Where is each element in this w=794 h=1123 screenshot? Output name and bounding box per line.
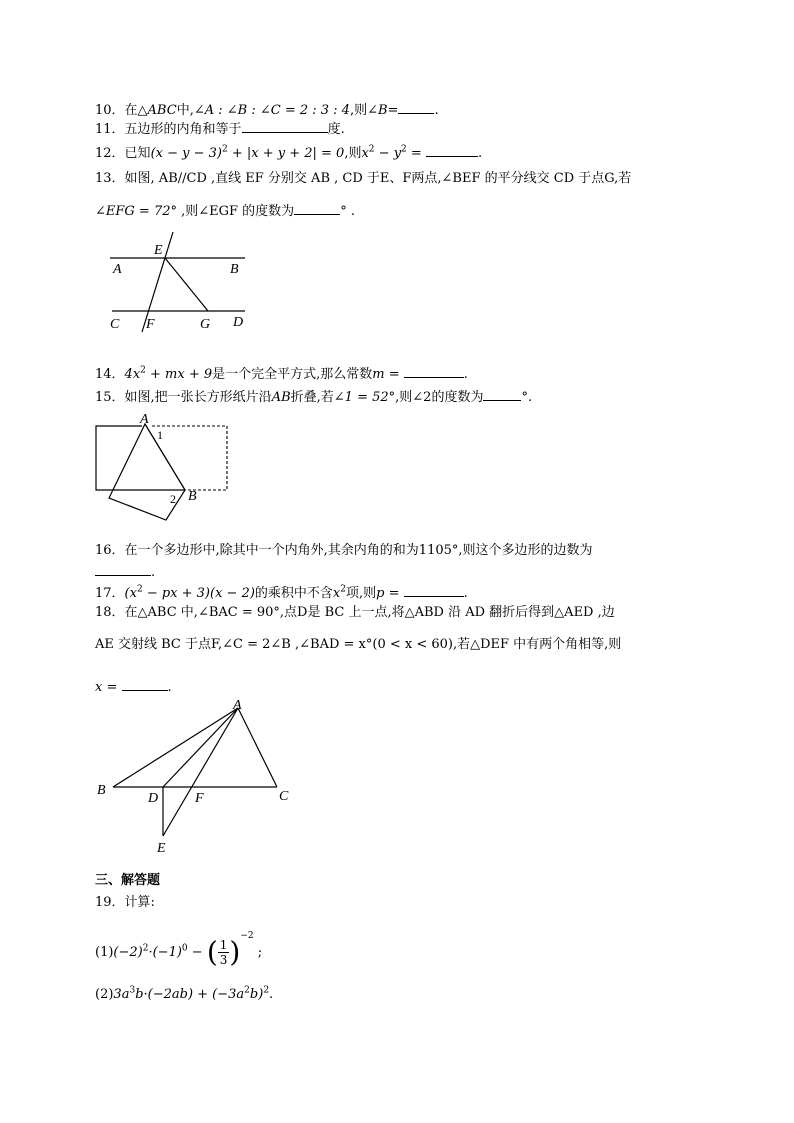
question-13-line2 [95,200,355,221]
figure-q13-parallel-lines [100,228,260,338]
q12-text: 已知 [124,146,151,161]
q17-text: 的乘积中不含 [254,586,333,601]
q16-text: 在一个多边形中,除其中一个内角外,其余内角的和为1105°,则这个多边形的边数为 [124,543,593,558]
section-heading: 三、解答题 [95,873,161,888]
q19-text: 计算: [124,895,155,910]
question-10 [95,99,439,120]
q14-exp: 2 [140,365,146,376]
answer-blank[interactable] [483,386,521,401]
answer-blank[interactable] [404,582,464,597]
question-number: 19． [95,895,125,910]
q12-eq: = [406,146,426,161]
q12-expr4: − y [374,146,402,161]
q18-x: x = [95,680,122,695]
q11-text: 五边形的内角和等于 [124,122,242,137]
figure-q15-folded-paper [90,410,235,528]
q10-eq: = [387,103,399,118]
q14-end: . [463,367,468,382]
q12-expr1: (x − y − 3) [150,146,222,161]
figure-q18-triangle [95,696,295,858]
q12-expr2: + |x + y + 2| = 0 [227,146,345,161]
q11-text-b: 度. [327,122,345,137]
denominator: 3 [219,953,228,967]
label-f: F [146,317,155,332]
answer-blank[interactable] [242,118,328,133]
q14-text: 是一个完全平方式,那么常数 [212,367,373,382]
q10-angle-b: B [377,103,388,118]
q13-angle: ∠EFG = 72° [95,204,177,219]
q10-text-c: ,则∠ [349,103,378,118]
label-b: B [188,489,197,504]
label-angle-1: 1 [157,428,163,442]
q13-text-b: ,则∠EGF 的度数为 [177,204,295,219]
question-19-part2 [95,986,273,1004]
q10-ratio: A : ∠B : ∠C = 2 : 3 : 4 [204,103,350,118]
label-c: C [110,317,120,332]
label-b: B [230,262,239,277]
q13-line1: 如图, AB//CD ,直线 EF 分别交 AB , CD 于E、F两点,∠BEF 的平分线交 CD 于点G,若 [124,171,632,186]
q17-expr2: − px + 3)(x − 2) [142,586,255,601]
label-b: B [97,783,106,798]
q14-m: m [372,367,385,382]
question-18-line3 [95,676,172,697]
q12-end: . [477,146,483,161]
q10-triangle: ABC [147,103,177,118]
q19-p2-exp: 3 [129,985,136,996]
label-a: A [233,698,242,713]
q12-exp3: 2 [401,144,407,155]
q19-p1-exp3: −2 [240,931,254,941]
answer-blank[interactable] [426,142,478,157]
answer-blank[interactable] [122,676,168,691]
q16-end: . [151,565,156,580]
question-13 [95,170,631,188]
question-number: 10． [95,103,125,118]
question-number: 18． [95,605,125,620]
question-number: 14． [95,367,125,382]
q19-p1-end: ; [253,945,263,960]
question-15 [95,386,532,407]
answer-blank[interactable] [404,363,464,378]
q19-p1-c: − [187,945,207,960]
q19-p2-a: 3a [113,987,130,1002]
label-a: A [140,412,149,427]
q14-expr: 4x [124,367,141,382]
q12-exp2: 2 [368,144,375,155]
q15-text-b: 折叠,若 [290,390,334,405]
q19-p1-exp2: 0 [181,943,188,954]
label-g: G [200,317,211,332]
right-paren: ) [229,935,241,969]
part-label: (2) [95,987,114,1002]
q19-p1-exp: 2 [142,943,149,954]
q15-angle: ∠1 = 52° [333,390,396,405]
label-d: D [148,791,159,806]
q19-p2-end: . [269,987,274,1002]
q17-x: x [332,586,341,601]
q14-eq: = [384,367,404,382]
q17-exp2: 2 [340,584,346,595]
label-e: E [154,243,163,258]
q10-text: 在△ [124,103,148,118]
answer-blank[interactable] [398,99,434,114]
q18-line2: AE 交射线 BC 于点F,∠C = 2∠B ,∠BAD = x°(0 < x < 60),若△DEF 中有两个角相等,则 [95,637,622,652]
question-number: 15． [95,390,125,405]
answer-blank[interactable] [95,561,151,576]
question-18-line2 [95,636,621,654]
q12-expr3: x [361,146,369,161]
label-angle-2: 2 [170,492,176,506]
q17-eq: = [384,586,404,601]
label-e: E [157,841,166,856]
q13-end: ° . [340,204,355,219]
left-paren: ( [206,935,218,969]
q10-text-b: 中,∠ [176,103,205,118]
question-16-answer [95,561,155,582]
q12-text-b: ,则 [344,146,362,161]
q17-end: . [463,586,468,601]
q18-end: . [167,680,172,695]
label-d: D [233,315,244,330]
q17-exp: 2 [136,584,143,595]
q19-p2-exp2: 2 [244,985,250,996]
q15-ab: AB [271,390,291,405]
label-c: C [279,789,289,804]
q19-p2-c: b) [249,987,264,1002]
question-12 [95,142,482,163]
q17-p: p [376,586,385,601]
q17-expr: (x [124,586,137,601]
q15-end: °. [521,390,533,405]
question-number: 13． [95,171,125,186]
question-16 [95,542,593,560]
question-number: 11． [95,122,125,137]
question-19 [95,894,155,912]
label-f: F [195,791,204,806]
q12-exp: 2 [221,144,228,155]
q17-text-b: 项,则 [346,586,377,601]
answer-blank[interactable] [294,200,340,215]
q10-end: . [434,103,439,118]
question-17 [95,582,468,603]
q19-p2-exp3: 2 [263,985,270,996]
part-label: (1) [95,945,114,960]
question-number: 12． [95,146,125,161]
question-14 [95,363,468,384]
q14-expr2: + mx + 9 [145,367,213,382]
fraction [218,938,230,967]
question-number: 16． [95,543,125,558]
q15-text: 如图,把一张长方形纸片沿 [124,390,272,405]
question-11 [95,118,345,139]
question-18 [95,604,615,622]
label-a: A [113,262,122,277]
question-number: 17． [95,586,125,601]
q15-text-c: ,则∠2的度数为 [395,390,484,405]
question-19-part1 [95,931,263,969]
q19-p1-b: ·(−1) [148,945,182,960]
q18-line1: 在△ABC 中,∠BAC = 90°,点D是 BC 上一点,将△ABD 沿 AD 翻折后得到△AED ,边 [124,605,615,620]
numerator: 1 [219,938,228,952]
q19-p2-b: b·(−2ab) + (−3a [135,987,245,1002]
q19-p1-a: (−2) [113,945,143,960]
